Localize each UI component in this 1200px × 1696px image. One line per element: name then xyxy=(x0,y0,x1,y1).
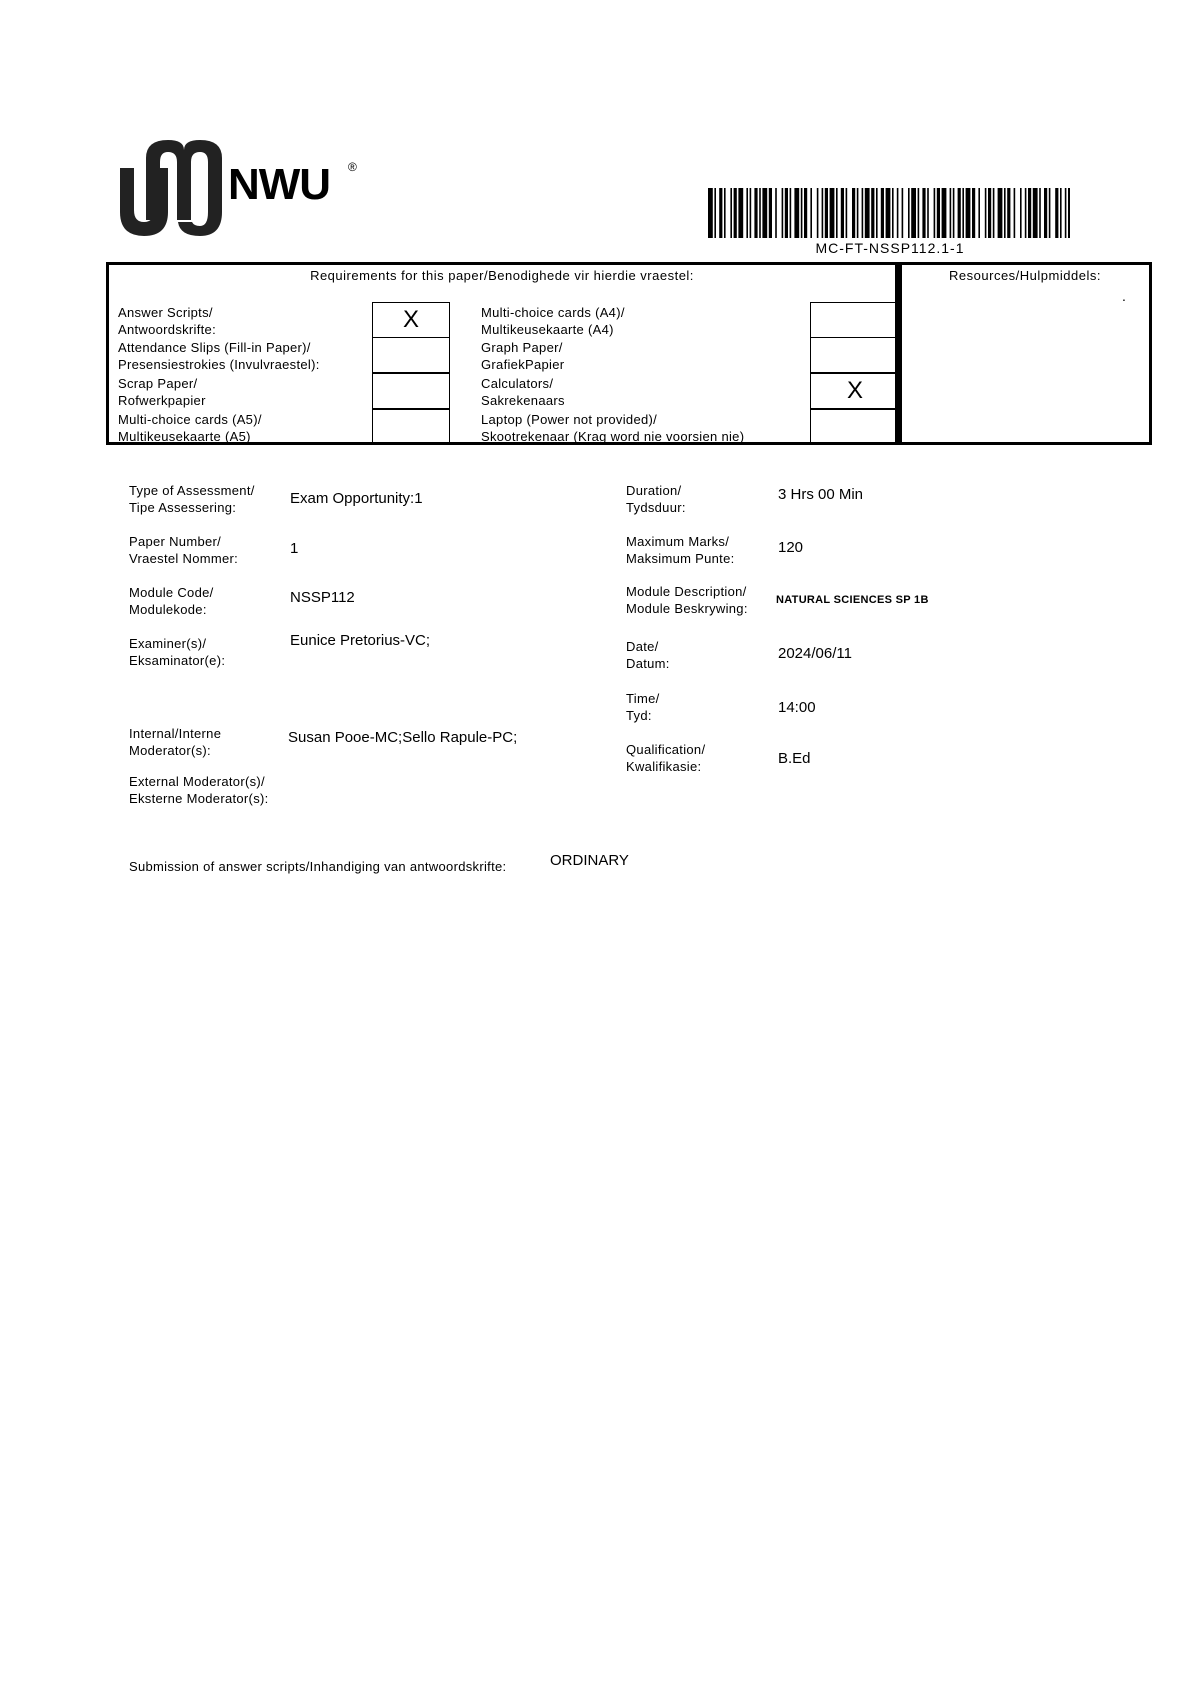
barcode-bar xyxy=(922,188,925,238)
date-label: Date/ Datum: xyxy=(626,639,670,671)
barcode-bar xyxy=(988,188,991,238)
barcode-bar xyxy=(1028,188,1031,238)
submission-value: ORDINARY xyxy=(550,852,629,869)
time-label: Time/ Tyd: xyxy=(626,691,660,723)
barcode-bar xyxy=(927,188,929,238)
barcode-bar xyxy=(1039,188,1041,238)
barcode-bar xyxy=(836,188,838,238)
req-laptop-checkbox[interactable] xyxy=(810,409,900,445)
barcode-bar xyxy=(1004,188,1006,238)
barcode-bar xyxy=(897,188,899,238)
req-attendance-slips-checkbox[interactable] xyxy=(372,337,450,373)
req-attendance-slips-label: Attendance Slips (Fill-in Paper)/ Presensiestrokies (Invulvraestel): xyxy=(118,340,320,372)
qualification-label: Qualification/ Kwalifikasie: xyxy=(626,742,706,774)
barcode-bar xyxy=(708,188,713,238)
resources-title: Resources/Hulpmiddels: xyxy=(949,268,1101,283)
time-value: 14:00 xyxy=(778,699,816,716)
barcode-bar xyxy=(876,188,878,238)
barcode-bar xyxy=(830,188,835,238)
module-description-value: NATURAL SCIENCES SP 1B xyxy=(776,594,929,606)
barcode-bar xyxy=(985,188,987,238)
barcode-bar xyxy=(871,188,874,238)
barcode-bar xyxy=(1025,188,1027,238)
barcode-bar xyxy=(962,188,964,238)
barcode-bar xyxy=(934,188,936,238)
submission-label: Submission of answer scripts/Inhandiging van antwoordskrifte: xyxy=(129,859,507,874)
barcode-bar xyxy=(762,188,767,238)
requirements-title: Requirements for this paper/Benodighede vir hierdie vraestel: xyxy=(310,268,694,283)
req-mc-cards-a4-label: Multi-choice cards (A4)/ Multikeusekaarte (A4) xyxy=(481,305,625,337)
barcode-bar xyxy=(750,188,752,238)
qualification-value: B.Ed xyxy=(778,750,811,767)
barcode-bar xyxy=(958,188,961,238)
barcode-bar xyxy=(746,188,748,238)
req-mc-cards-a4-checkbox[interactable] xyxy=(810,302,900,338)
registered-mark: ® xyxy=(348,160,357,174)
req-graph-paper-label: Graph Paper/ GrafiekPapier xyxy=(481,340,565,372)
barcode-bar xyxy=(1044,188,1047,238)
barcode-bar xyxy=(852,188,855,238)
logo-wordmark: NWU xyxy=(228,160,331,209)
date-value: 2024/06/11 xyxy=(778,645,852,662)
barcode-bar xyxy=(1033,188,1038,238)
barcode-bar xyxy=(785,188,788,238)
barcode-bar xyxy=(972,188,975,238)
barcode-bar xyxy=(1060,188,1062,238)
barcode-bar xyxy=(841,188,844,238)
resources-value: . xyxy=(1122,288,1126,304)
barcode-bar xyxy=(738,188,743,238)
barcode-bar xyxy=(1055,188,1058,238)
barcode-bar xyxy=(902,188,904,238)
internal-moderators-value: Susan Pooe-MC;Sello Rapule-PC; xyxy=(288,729,518,746)
barcode-bar xyxy=(998,188,1003,238)
req-mc-cards-a5-label: Multi-choice cards (A5)/ Multikeusekaarte (A5) xyxy=(118,412,262,444)
barcode-bar xyxy=(942,188,947,238)
req-mc-cards-a5-checkbox[interactable] xyxy=(372,409,450,445)
barcode-bar xyxy=(782,188,784,238)
barcode xyxy=(708,188,1070,238)
barcode-bar xyxy=(810,188,812,238)
barcode-bar xyxy=(754,188,757,238)
req-laptop-label: Laptop (Power not provided)/ Skootrekenaar (Krag word nie voorsien nie) xyxy=(481,412,745,444)
barcode-bar xyxy=(822,188,824,238)
resources-box xyxy=(898,262,1152,445)
barcode-bar xyxy=(724,188,726,238)
barcode-bar xyxy=(769,188,772,238)
barcode-bar xyxy=(865,188,870,238)
examiners-label: Examiner(s)/ Eksaminator(e): xyxy=(129,636,226,668)
barcode-bar xyxy=(817,188,819,238)
barcode-code: MC-FT-NSSP112.1-1 xyxy=(815,240,965,256)
barcode-bar xyxy=(911,188,916,238)
barcode-bar xyxy=(1007,188,1010,238)
barcode-bar xyxy=(886,188,891,238)
barcode-bar xyxy=(978,188,980,238)
barcode-bar xyxy=(908,188,910,238)
barcode-bar xyxy=(1049,188,1051,238)
barcode-bar xyxy=(950,188,952,238)
barcode-bar xyxy=(1020,188,1022,238)
assessment-type-label: Type of Assessment/ Tipe Assessering: xyxy=(129,483,255,515)
barcode-bar xyxy=(804,188,807,238)
module-code-label: Module Code/ Modulekode: xyxy=(129,585,214,617)
req-answer-scripts-checkbox[interactable]: X xyxy=(372,302,450,338)
module-code-value: NSSP112 xyxy=(290,589,355,606)
barcode-bar xyxy=(801,188,803,238)
barcode-bar xyxy=(862,188,864,238)
req-calculators-checkbox[interactable]: X xyxy=(810,373,900,409)
paper-number-label: Paper Number/ Vraestel Nommer: xyxy=(129,534,239,566)
barcode-bar xyxy=(825,188,828,238)
duration-label: Duration/ Tydsduur: xyxy=(626,483,686,515)
assessment-type-value: Exam Opportunity:1 xyxy=(290,490,423,507)
req-scrap-paper-checkbox[interactable] xyxy=(372,373,450,409)
req-calculators-label: Calculators/ Sakrekenaars xyxy=(481,376,565,408)
barcode-bar xyxy=(1014,188,1016,238)
paper-number-value: 1 xyxy=(290,540,299,557)
barcode-bar xyxy=(730,188,732,238)
external-moderators-label: External Moderator(s)/ Eksterne Moderator(s): xyxy=(129,774,269,806)
req-answer-scripts-label: Answer Scripts/ Antwoordskrifte: xyxy=(118,305,217,337)
module-description-label: Module Description/ Module Beskrywing: xyxy=(626,584,748,616)
barcode-bar xyxy=(719,188,722,238)
barcode-bar xyxy=(794,188,799,238)
barcode-bar xyxy=(1065,188,1067,238)
barcode-bar xyxy=(881,188,884,238)
req-graph-paper-checkbox[interactable] xyxy=(810,337,900,373)
duration-value: 3 Hrs 00 Min xyxy=(778,486,864,503)
barcode-bar xyxy=(857,188,859,238)
examiners-value: Eunice Pretorius-VC; xyxy=(290,632,431,649)
barcode-bar xyxy=(993,188,995,238)
barcode-bar xyxy=(937,188,940,238)
maximum-marks-label: Maximum Marks/ Maksimum Punte: xyxy=(626,534,735,566)
barcode-bar xyxy=(966,188,971,238)
barcode-bar xyxy=(846,188,848,238)
internal-moderators-label: Internal/Interne Moderator(s): xyxy=(129,726,222,758)
barcode-bar xyxy=(918,188,920,238)
barcode-bar xyxy=(892,188,894,238)
barcode-bar xyxy=(953,188,955,238)
barcode-bar xyxy=(714,188,716,238)
barcode-bar xyxy=(734,188,737,238)
barcode-bar xyxy=(775,188,777,238)
maximum-marks-value: 120 xyxy=(778,539,804,556)
barcode-bar xyxy=(759,188,761,238)
barcode-bar xyxy=(1068,188,1070,238)
barcode-bar xyxy=(790,188,792,238)
req-scrap-paper-label: Scrap Paper/ Rofwerkpapier xyxy=(118,376,206,408)
